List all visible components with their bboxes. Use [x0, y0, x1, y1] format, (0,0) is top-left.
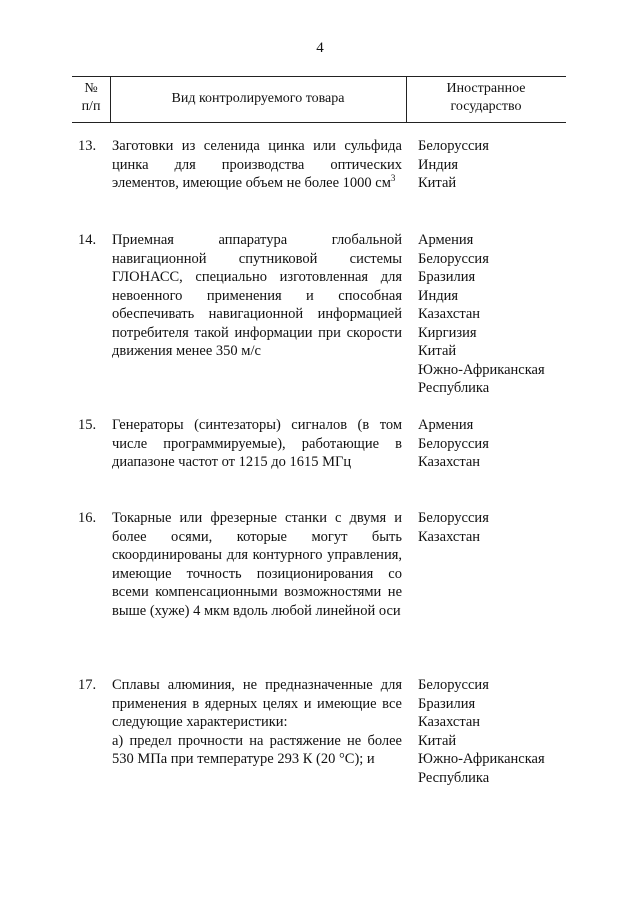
table-header: [72, 76, 566, 122]
country: Белоруссия: [418, 435, 489, 452]
country: Китай: [418, 732, 457, 749]
country: Индия: [418, 156, 459, 173]
row-countries: [418, 137, 568, 193]
header-num-symbol: №: [84, 81, 98, 96]
country: Армения: [418, 417, 474, 433]
country: Китай: [418, 175, 457, 191]
row-description-text: Сплавы алюминия, не предназначенные для применения в ядерных целях и имеющие все следующие характеристики:: [112, 677, 402, 730]
country: Республика: [418, 769, 490, 786]
header-num-abbrev: п/п: [81, 99, 101, 114]
country: Казахстан: [418, 528, 481, 545]
row-description: Приемная аппаратура глобальной навигационной спутниковой системы ГЛОНАСС, специально изготовленная для невоенного применения и способная обеспечивать навигационной информацией потребителя такой информации при скорости движения менее 350 м/с: [112, 232, 402, 359]
country: Казахстан: [418, 454, 481, 470]
country: Республика: [418, 380, 490, 396]
country: Белоруссия: [418, 250, 489, 267]
country: Белоруссия: [418, 677, 489, 693]
row-description-text: Заготовки из селенида цинка или сульфида цинка для производства оптических элементов, имеющие объем не более 1000 см: [112, 138, 402, 191]
header-top-border: [72, 76, 566, 77]
country: Южно-Африканская: [418, 361, 545, 378]
country: Белоруссия: [418, 138, 489, 154]
row-number: 14.: [78, 232, 97, 248]
country: Индия: [418, 287, 459, 304]
country: Казахстан: [418, 306, 481, 322]
row-countries: [418, 676, 568, 787]
row-number: 15.: [78, 417, 97, 433]
country: Бразилия: [418, 695, 476, 712]
header-bottom-border: [72, 122, 566, 123]
country: Бразилия: [418, 269, 476, 285]
row-description: Токарные или фрезерные станки с двумя и более осями, которые могут быть скоординированы для контурного управления, имеющие точность позиционирования со всеми компенсационными возможностями не выше (хуже) 4 мкм вдоль любой линейной оси: [112, 510, 402, 619]
row-description: [112, 676, 402, 769]
country: Южно-Африканская: [418, 751, 545, 767]
row-number: 17.: [78, 677, 97, 693]
row-countries: [418, 509, 568, 546]
header-item-title: Вид контролируемого товара: [171, 91, 345, 106]
row-countries: [418, 416, 568, 472]
row-number: 16.: [78, 510, 97, 526]
row-number: 13.: [78, 138, 97, 154]
row-countries: [418, 231, 568, 398]
country: Белоруссия: [418, 510, 489, 526]
page-number: 4: [316, 40, 324, 56]
row-description: [112, 137, 402, 193]
row-description: Генераторы (синтезаторы) сигналов (в том числе программируемые), работающие в диапазоне частот от 1215 до 1615 МГц: [112, 417, 402, 470]
header-country-line1: Иностранное: [446, 81, 526, 96]
header-country-line2: государство: [450, 99, 522, 114]
country: Казахстан: [418, 714, 481, 730]
header-country-cell: [406, 80, 566, 116]
country: Киргизия: [418, 324, 477, 341]
country: Китай: [418, 343, 457, 359]
superscript: 3: [390, 173, 396, 184]
header-num-cell: [72, 80, 110, 116]
row-description-subitem: а) предел прочности на растяжение не более 530 МПа при температуре 293 К (20 °C); и: [112, 732, 402, 767]
country: Армения: [418, 232, 474, 248]
